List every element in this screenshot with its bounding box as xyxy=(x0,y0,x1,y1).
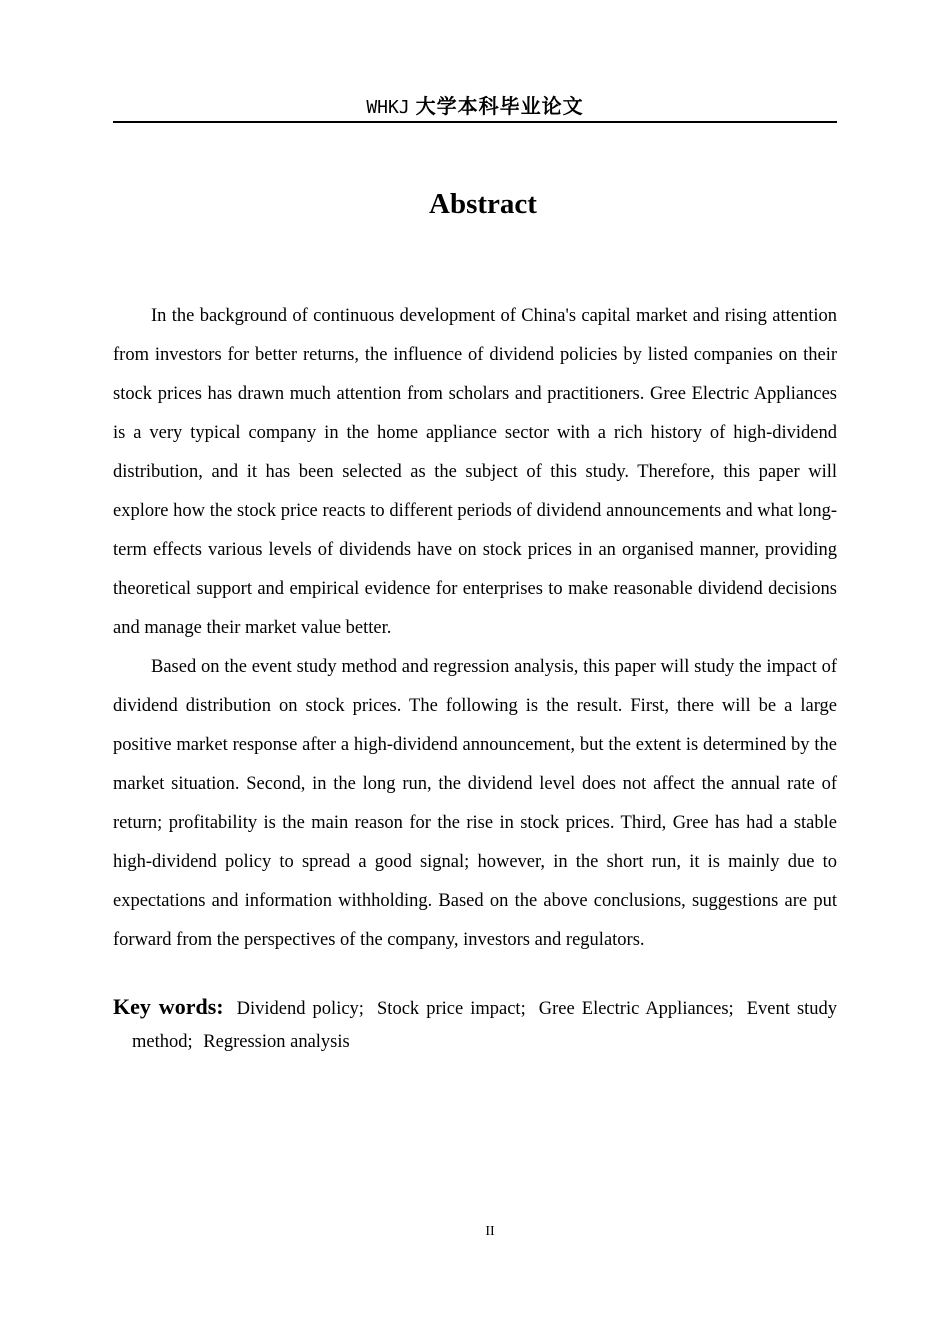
keywords-label: Key words: xyxy=(113,994,224,1019)
running-header xyxy=(113,93,837,119)
abstract-paragraph: In the background of continuous development of China's capital market and rising attention from investors for better returns, the influence of dividend policies by listed companies on their stock prices has drawn much attention from scholars and practitioners. Gree Electric Appliances is a very typical company in the home appliance sector with a rich history of high-dividend distribution, and it has been selected as the subject of this study. Therefore, this paper will explore how the stock price reacts to different periods of dividend announcements and what long-term effects various levels of dividends have on stock prices in an organised manner, providing theoretical support and empirical evidence for enterprises to make reasonable dividend decisions and manage their market value better. xyxy=(113,306,837,638)
keyword-item: Event study method; xyxy=(132,999,838,1052)
abstract-paragraph: Based on the event study method and regression analysis, this paper will study the impact of dividend distribution on stock prices. The following is the result. First, there will be a large positive market response after a high-dividend announcement, but the extent is determined by the market situation. Second, in the long run, the dividend level does not affect the annual rate of return; profitability is the main reason for the rise in stock prices. Third, Gree has had a stable high-dividend policy to spread a good signal; however, in the short run, it is mainly due to expectations and information withholding. Based on the above conclusions, suggestions are put forward from the perspectives of the company, investors and regulators. xyxy=(113,657,837,950)
keyword-item: Gree Electric Appliances; xyxy=(538,999,734,1019)
keyword-item: Regression analysis xyxy=(203,1032,350,1052)
keywords-section xyxy=(113,990,837,1059)
keyword-item: Stock price impact; xyxy=(377,999,526,1019)
keyword-item: Dividend policy; xyxy=(236,999,364,1019)
header-rule xyxy=(113,121,837,123)
abstract-body xyxy=(113,297,837,960)
header-university-code: WHKJ xyxy=(366,97,410,118)
page-number: II xyxy=(485,1224,495,1239)
header-thesis-label: 大学本科毕业论文 xyxy=(415,94,584,118)
page-title: Abstract xyxy=(429,188,537,220)
